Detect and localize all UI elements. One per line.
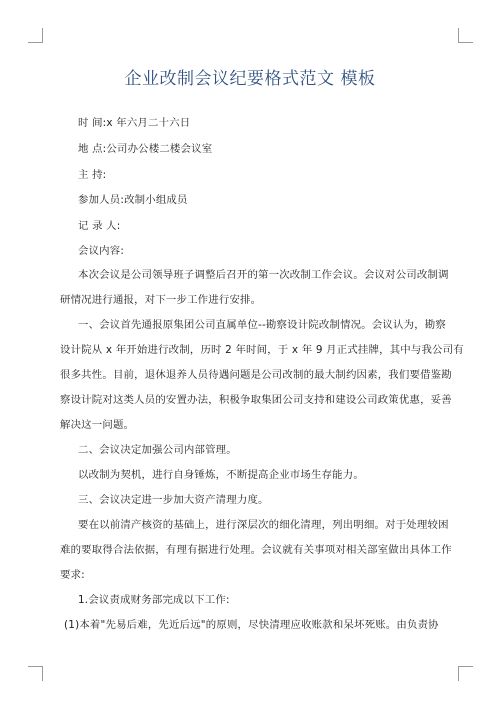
paragraph-line: 很多共性。目前，退休退养人员待遇问题是公司改制的最大制约因素，我们要借鉴勘 [60, 369, 452, 381]
paragraph-line: 察设计院对这类人员的安置办法，积极争取集团公司支持和建设公司政策优惠，妥善 [60, 394, 452, 406]
section-heading: 三、会议决定进一步加大资产清理力度。 [78, 494, 269, 506]
crop-mark-top-left [28, 28, 43, 43]
meeting-content-label: 会议内容: [78, 245, 125, 257]
meeting-host: 主 持: [78, 169, 107, 181]
paragraph-line: 要在以前清产核资的基础上，进行深层次的细化清理，列出明细。对于处理较困 [78, 519, 449, 531]
section-heading: 二、会议决定加强公司内部管理。 [78, 444, 237, 456]
paragraph-line: 要求: [60, 569, 85, 581]
paragraph-line: (1)本着"先易后难，先近后远"的原则，尽快清理应收账款和呆坏死账。由负责协 [64, 619, 439, 631]
document-title: 企业改制会议纪要格式范文 模板 [124, 69, 376, 89]
paragraph-line: 设计院从 x 年开始进行改制，历时 2 年时间，于 x 年 9 月正式挂牌，其中与我公司有 [60, 344, 464, 356]
meeting-attendees: 参加人员:改制小组成员 [78, 194, 188, 206]
crop-mark-bottom-right [458, 666, 473, 681]
list-item-heading: 1.会议责成财务部完成以下工作: [78, 594, 230, 606]
meeting-time: 时 间:x 年六月二十六日 [78, 117, 191, 129]
paragraph-line: 以改制为契机，进行自身锤炼，不断提高企业市场生存能力。 [78, 469, 364, 481]
paragraph-line: 一、会议首先通报原集团公司直属单位--勘察设计院改制情况。会议认为，勘察 [78, 319, 446, 331]
paragraph-line: 本次会议是公司领导班子调整后召开的第一次改制工作会议。会议对公司改制调 [78, 269, 449, 281]
paragraph-line: 研情况进行通报，对下一步工作进行安排。 [60, 294, 262, 306]
meeting-recorder: 记 录 人: [78, 220, 121, 232]
crop-mark-bottom-left [28, 666, 43, 681]
meeting-location: 地 点:公司办公楼二楼会议室 [78, 143, 213, 155]
crop-mark-top-right [458, 28, 473, 43]
paragraph-line: 解决这一问题。 [60, 419, 135, 431]
paragraph-line: 难的要取得合法依据，有理有据进行处理。会议就有关事项对相关部室做出具体工作 [60, 544, 452, 556]
